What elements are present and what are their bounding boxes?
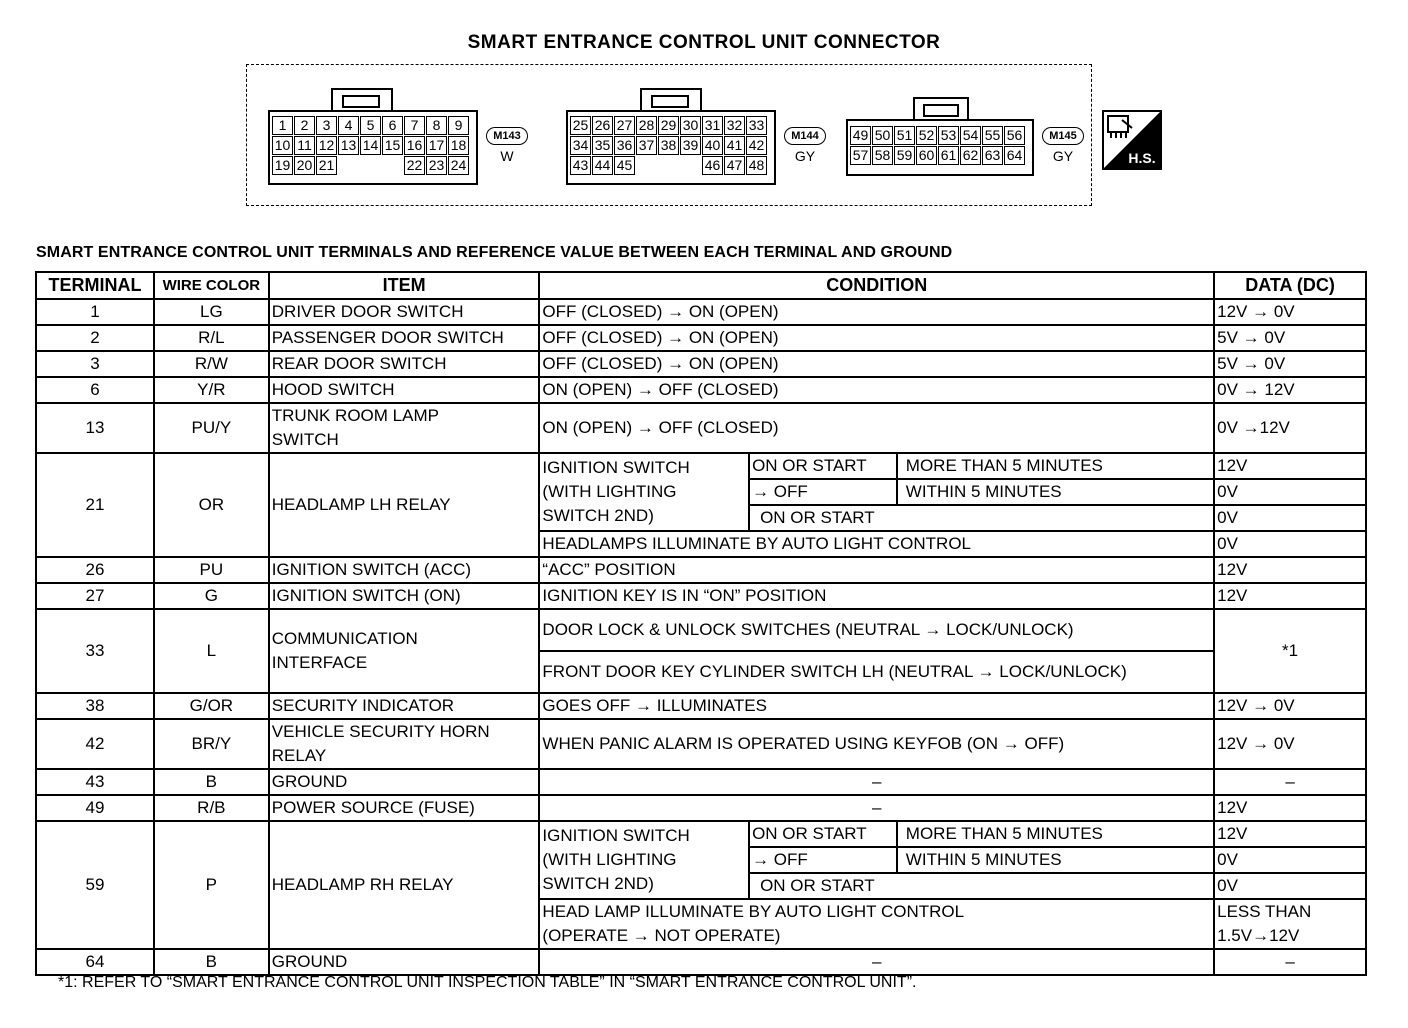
connector-id-badge: M144: [784, 127, 826, 145]
terminal-pin: 18: [448, 136, 469, 155]
terminal-pin: 59: [894, 146, 915, 165]
terminal-pin: 62: [960, 146, 981, 165]
wire-color-cell: R/L: [154, 325, 269, 351]
item-cell: DRIVER DOOR SWITCH: [269, 299, 540, 325]
terminal-pin: 13: [338, 136, 359, 155]
condition-cell: OFF (CLOSED) → ON (OPEN): [539, 351, 1214, 377]
terminal-cell: 3: [36, 351, 154, 377]
terminal-pin: 33: [746, 116, 767, 135]
table-row: [36, 557, 1366, 583]
condition-line: (WITH LIGHTING: [542, 850, 677, 869]
terminal-pin: 54: [960, 126, 981, 145]
data-cell: 12V: [1214, 795, 1366, 821]
connector-latch-slot: [651, 95, 689, 108]
terminal-pin: 3: [316, 116, 337, 135]
item-cell: REAR DOOR SWITCH: [269, 351, 540, 377]
item-cell: IGNITION SWITCH (ACC): [269, 557, 540, 583]
terminal-pin: 39: [680, 136, 701, 155]
item-cell: POWER SOURCE (FUSE): [269, 795, 540, 821]
terminal-pin: 44: [592, 156, 613, 175]
terminal-pin: 32: [724, 116, 745, 135]
terminal-pin: 2: [294, 116, 315, 135]
data-cell: 0V: [1214, 505, 1366, 531]
terminal-pin: 4: [338, 116, 359, 135]
state-cell: ON OR START: [749, 505, 1214, 531]
terminal-cell: 49: [36, 795, 154, 821]
table-row: [36, 609, 1366, 651]
data-cell: 0V: [1214, 531, 1366, 557]
connector-color: GY: [1052, 148, 1074, 164]
terminal-pin: 63: [982, 146, 1003, 165]
condition-line: (WITH LIGHTING: [542, 482, 677, 501]
terminal-cell: 33: [36, 609, 154, 693]
terminal-pin: 22: [404, 156, 425, 175]
data-cell: 0V: [1214, 479, 1366, 505]
data-cell: 12V → 0V: [1214, 693, 1366, 719]
condition-line: (OPERATE → NOT OPERATE): [542, 926, 781, 945]
wire-color-cell: G/OR: [154, 693, 269, 719]
data-cell: 12V: [1214, 557, 1366, 583]
terminal-pin: 27: [614, 116, 635, 135]
condition-cell: ON (OPEN) → OFF (CLOSED): [539, 377, 1214, 403]
terminal-reference-table: [35, 271, 1367, 976]
condition-line: SWITCH 2ND): [542, 874, 654, 893]
item-cell: HOOD SWITCH: [269, 377, 540, 403]
wire-color-cell: LG: [154, 299, 269, 325]
wire-color-cell: Y/R: [154, 377, 269, 403]
state-cell: → OFF: [749, 479, 897, 505]
condition-cell: –: [539, 769, 1214, 795]
data-cell: 12V → 0V: [1214, 719, 1366, 769]
state-cell: ON OR START: [749, 873, 1214, 899]
terminal-pin: 46: [702, 156, 723, 175]
table-row: [36, 693, 1366, 719]
terminal-pin: 12: [316, 136, 337, 155]
terminal-pin: 55: [982, 126, 1003, 145]
table-row: [36, 377, 1366, 403]
terminal-cell: 59: [36, 821, 154, 949]
wire-color-cell: G: [154, 583, 269, 609]
terminal-cell: 1: [36, 299, 154, 325]
terminal-pin: 10: [272, 136, 293, 155]
terminal-pin: 31: [702, 116, 723, 135]
wire-color-cell: PU: [154, 557, 269, 583]
terminal-pin: 29: [658, 116, 679, 135]
wire-color-cell: B: [154, 949, 269, 975]
condition-cell: [539, 453, 749, 531]
condition-cell: –: [539, 795, 1214, 821]
terminal-pin: 7: [404, 116, 425, 135]
terminal-pin: 28: [636, 116, 657, 135]
terminal-pin: 26: [592, 116, 613, 135]
terminal-cell: 42: [36, 719, 154, 769]
state-cell: ON OR START: [749, 821, 897, 847]
condition-cell: [539, 821, 749, 899]
item-cell: HEADLAMP RH RELAY: [269, 821, 540, 949]
time-cell: WITHIN 5 MINUTES: [897, 479, 1214, 505]
item-cell: [269, 719, 540, 769]
table-row: [36, 351, 1366, 377]
item-line: INTERFACE: [271, 653, 368, 672]
data-cell: –: [1214, 949, 1366, 975]
terminal-pin: 36: [614, 136, 635, 155]
terminal-pin: 34: [570, 136, 591, 155]
terminal-pin: 42: [746, 136, 767, 155]
terminal-cell: 27: [36, 583, 154, 609]
terminal-pin: 35: [592, 136, 613, 155]
terminal-pin: 9: [448, 116, 469, 135]
data-cell: 0V → 12V: [1214, 377, 1366, 403]
data-cell: –: [1214, 769, 1366, 795]
condition-cell: “ACC” POSITION: [539, 557, 1214, 583]
data-cell: 12V: [1214, 453, 1366, 479]
terminal-pin: 11: [294, 136, 315, 155]
connector-id-badge: M145: [1042, 127, 1084, 145]
wire-color-cell: P: [154, 821, 269, 949]
table-title: SMART ENTRANCE CONTROL UNIT TERMINALS AND REFERENCE VALUE BETWEEN EACH TERMINAL AND GROUND: [36, 244, 953, 261]
condition-cell: –: [539, 949, 1214, 975]
condition-cell: WHEN PANIC ALARM IS OPERATED USING KEYFOB (ON → OFF): [539, 719, 1214, 769]
data-cell: 0V: [1214, 847, 1366, 873]
terminal-pin: 61: [938, 146, 959, 165]
terminal-pin: 58: [872, 146, 893, 165]
item-cell: GROUND: [269, 949, 540, 975]
terminal-pin: 20: [294, 156, 315, 175]
item-cell: [269, 609, 540, 693]
connector-id-badge: M143: [486, 127, 528, 145]
terminal-pin: 56: [1004, 126, 1025, 145]
data-cell: 12V: [1214, 821, 1366, 847]
condition-line: HEAD LAMP ILLUMINATE BY AUTO LIGHT CONTROL: [542, 902, 965, 921]
terminal-pin: 51: [894, 126, 915, 145]
data-cell: *1: [1214, 609, 1366, 693]
terminal-pin: 48: [746, 156, 767, 175]
terminal-pin: 45: [614, 156, 635, 175]
table-row: [36, 325, 1366, 351]
item-cell: PASSENGER DOOR SWITCH: [269, 325, 540, 351]
data-cell: 0V →12V: [1214, 403, 1366, 453]
data-cell: 5V → 0V: [1214, 351, 1366, 377]
table-header-row: [36, 272, 1366, 299]
table-row: [36, 299, 1366, 325]
terminal-pin: 38: [658, 136, 679, 155]
condition-line: SWITCH 2ND): [542, 506, 654, 525]
harness-side-label: H.S.: [1128, 150, 1156, 166]
terminal-pin: 49: [850, 126, 871, 145]
terminal-pin: 25: [570, 116, 591, 135]
condition-line: IGNITION SWITCH: [542, 826, 690, 845]
header-terminal: TERMINAL: [36, 272, 154, 299]
terminal-cell: 6: [36, 377, 154, 403]
connector-latch-slot: [923, 104, 959, 117]
condition-cell: IGNITION KEY IS IN “ON” POSITION: [539, 583, 1214, 609]
data-cell: 0V: [1214, 873, 1366, 899]
terminal-cell: 64: [36, 949, 154, 975]
terminal-pin: 52: [916, 126, 937, 145]
terminal-pin: 64: [1004, 146, 1025, 165]
item-line: SWITCH: [271, 430, 339, 449]
wire-color-cell: B: [154, 769, 269, 795]
terminal-pin: 1: [272, 116, 293, 135]
time-cell: MORE THAN 5 MINUTES: [897, 821, 1214, 847]
item-cell: [269, 403, 540, 453]
terminal-cell: 21: [36, 453, 154, 557]
terminal-pin: 21: [316, 156, 337, 175]
table-row: [36, 719, 1366, 769]
terminal-pin: 6: [382, 116, 403, 135]
harness-side-icon: [1102, 110, 1162, 170]
table-row: [36, 583, 1366, 609]
condition-cell: GOES OFF → ILLUMINATES: [539, 693, 1214, 719]
connector-color: GY: [794, 148, 816, 164]
condition-line: IGNITION SWITCH: [542, 458, 690, 477]
terminal-pin: 47: [724, 156, 745, 175]
data-line: 1.5V→12V: [1217, 926, 1300, 945]
condition-cell: ON (OPEN) → OFF (CLOSED): [539, 403, 1214, 453]
wire-color-cell: BR/Y: [154, 719, 269, 769]
footnote: *1: REFER TO “SMART ENTRANCE CONTROL UNIT INSPECTION TABLE” IN “SMART ENTRANCE CONTROL UNIT”.: [58, 974, 917, 991]
terminal-pin: 43: [570, 156, 591, 175]
condition-cell: DOOR LOCK & UNLOCK SWITCHES (NEUTRAL → LOCK/UNLOCK): [539, 609, 1214, 651]
terminal-pin: 16: [404, 136, 425, 155]
terminal-pin: 30: [680, 116, 701, 135]
condition-cell: HEADLAMPS ILLUMINATE BY AUTO LIGHT CONTROL: [539, 531, 1214, 557]
condition-cell: [539, 899, 1214, 949]
terminal-pin: 15: [382, 136, 403, 155]
terminal-pin: 50: [872, 126, 893, 145]
condition-cell: OFF (CLOSED) → ON (OPEN): [539, 325, 1214, 351]
terminal-pin: 53: [938, 126, 959, 145]
terminal-pin: 23: [426, 156, 447, 175]
item-cell: HEADLAMP LH RELAY: [269, 453, 540, 557]
condition-cell: OFF (CLOSED) → ON (OPEN): [539, 299, 1214, 325]
terminal-cell: 26: [36, 557, 154, 583]
data-cell: 12V → 0V: [1214, 299, 1366, 325]
terminal-pin: 17: [426, 136, 447, 155]
terminal-cell: 13: [36, 403, 154, 453]
item-cell: SECURITY INDICATOR: [269, 693, 540, 719]
time-cell: WITHIN 5 MINUTES: [897, 847, 1214, 873]
table-row: [36, 453, 1366, 479]
table-row: [36, 795, 1366, 821]
data-cell: 5V → 0V: [1214, 325, 1366, 351]
terminal-pin: 14: [360, 136, 381, 155]
terminal-pin: 57: [850, 146, 871, 165]
wire-color-cell: L: [154, 609, 269, 693]
table-row: [36, 403, 1366, 453]
item-line: TRUNK ROOM LAMP: [271, 406, 439, 425]
wire-color-cell: PU/Y: [154, 403, 269, 453]
data-line: LESS THAN: [1217, 902, 1312, 921]
page-title: SMART ENTRANCE CONTROL UNIT CONNECTOR: [467, 32, 941, 53]
time-cell: MORE THAN 5 MINUTES: [897, 453, 1214, 479]
terminal-pin: 19: [272, 156, 293, 175]
item-cell: GROUND: [269, 769, 540, 795]
item-line: RELAY: [271, 746, 327, 765]
item-cell: IGNITION SWITCH (ON): [269, 583, 540, 609]
item-line: VEHICLE SECURITY HORN: [271, 722, 490, 741]
terminal-pin: 24: [448, 156, 469, 175]
item-line: COMMUNICATION: [271, 629, 418, 648]
table-row: [36, 821, 1366, 847]
state-cell: → OFF: [749, 847, 897, 873]
header-data: DATA (DC): [1214, 272, 1366, 299]
terminal-pin: 8: [426, 116, 447, 135]
terminal-pin: 41: [724, 136, 745, 155]
state-cell: ON OR START: [749, 453, 897, 479]
data-cell: 12V: [1214, 583, 1366, 609]
connector-latch-slot: [342, 95, 380, 108]
condition-cell: FRONT DOOR KEY CYLINDER SWITCH LH (NEUTRAL → LOCK/UNLOCK): [539, 651, 1214, 693]
table-row: [36, 949, 1366, 975]
header-condition: CONDITION: [539, 272, 1214, 299]
header-item: ITEM: [269, 272, 540, 299]
terminal-pin: 40: [702, 136, 723, 155]
wire-color-cell: R/W: [154, 351, 269, 377]
wire-color-cell: R/B: [154, 795, 269, 821]
terminal-cell: 43: [36, 769, 154, 795]
wire-color-cell: OR: [154, 453, 269, 557]
terminal-pin: 60: [916, 146, 937, 165]
terminal-pin: 37: [636, 136, 657, 155]
terminal-pin: 5: [360, 116, 381, 135]
header-wire-color: WIRE COLOR: [154, 272, 269, 299]
data-cell: [1214, 899, 1366, 949]
terminal-cell: 2: [36, 325, 154, 351]
table-row: [36, 769, 1366, 795]
terminal-cell: 38: [36, 693, 154, 719]
connector-color: W: [500, 148, 514, 164]
